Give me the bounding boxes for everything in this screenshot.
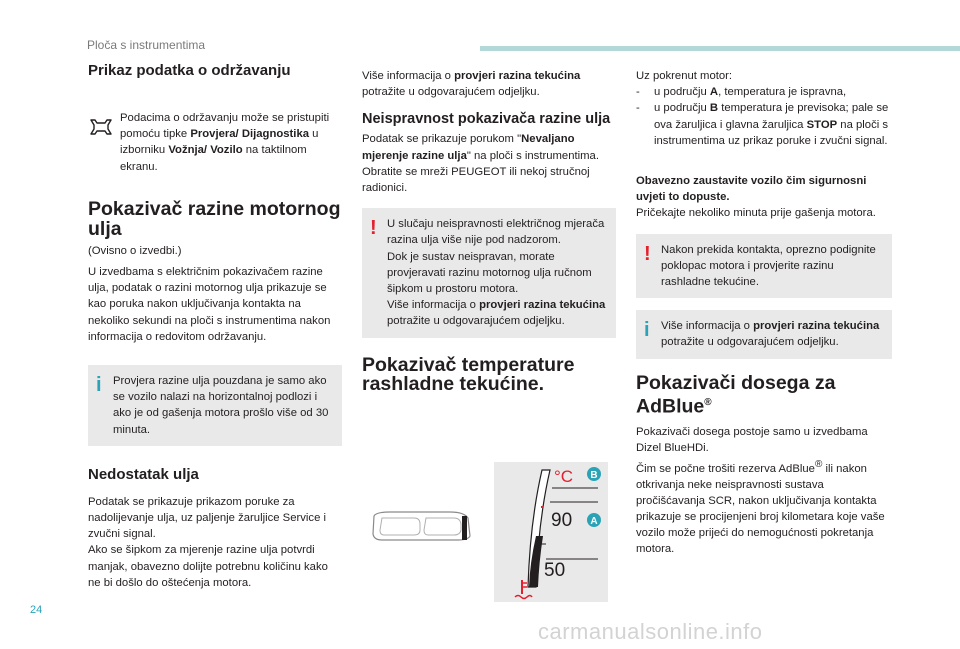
column-3	[636, 68, 892, 558]
oil-level-subtitle: (Ovisno o izvedbi.)	[88, 244, 182, 257]
warning-icon: !	[370, 217, 377, 240]
wrench-icon	[88, 116, 114, 143]
maintenance-heading: Prikaz podatka o održavanju	[88, 62, 291, 79]
oil-lack-text-1: Podatak se prikazuje prikazom poruke za nadolijevanje ulja, uz paljenje žaruljice Service i zvučni signal.	[88, 495, 326, 541]
list-item-b: - u području B temperatura je previsoka; pale se ova žaruljica i glavna žaruljica STOP na ploči s instrumentima uz prikaz poruke i zvučni signal.	[636, 102, 889, 147]
column-2	[362, 68, 616, 394]
gauge-mark-b: B	[590, 470, 598, 481]
info-icon: i	[644, 319, 650, 342]
warning-line-1: U slučaju neispravnosti električnog mjerača razina ulja više nije pod nadzorom.	[387, 218, 605, 247]
oil-info-box	[88, 365, 342, 446]
maintenance-info	[88, 110, 342, 175]
warning-icon: !	[644, 242, 651, 265]
coolant-temperature-gauge	[494, 462, 608, 602]
coolant-info-box	[636, 310, 892, 358]
oil-gauge-fault-text: Podatak se prikazuje porukom "Nevaljano mjerenje razine ulja" na ploči s instrumentima. Obratite se mreži PEUGEOT ili nekoj stručnoj radionici.	[362, 133, 599, 195]
watermark: carmanualsonline.info	[538, 619, 763, 644]
adblue-text-1: Pokazivači dosega postoje samo u izvedbama Dizel BlueHDi.	[636, 426, 868, 455]
adblue-text-2: Čim se počne trošiti rezerva AdBlue® ili nakon otkrivanja neke neispravnosti sustava pročišćavanja SCR, nakon uključivanja kontakta prikazuje se procijenjeni broj kilometara koje vaše vozilo može prijeći do nemogućnosti pokretanja motora.	[636, 458, 885, 556]
column-1	[88, 62, 342, 591]
oil-level-text: U izvedbama s električnim pokazivačem razine ulja, podatak o razini motornog ulja prikazuje se kao poruka nakon uključivanja kontakta na nekoliko sekundi na ploči s instrumentima nakon informacija o redovitom održavanju.	[88, 266, 331, 343]
gauge-mark-a: A	[590, 516, 598, 527]
gauge-value-90: 90	[551, 510, 573, 531]
adblue-heading: Pokazivači dosega za AdBlue®	[636, 371, 836, 418]
engine-running-text: Uz pokrenut motor:	[636, 70, 733, 82]
fluid-check-intro: Više informacija o provjeri razina tekućina potražite u odgovarajućem odjeljku.	[362, 70, 581, 99]
warning-line-3: Više informacija o provjeri razina tekućina potražite u odgovarajućem odjeljku.	[387, 299, 606, 328]
oil-lack-heading: Nedostatak ulja	[88, 465, 199, 483]
wait-text: Pričekajte nekoliko minuta prije gašenja motora.	[636, 207, 876, 220]
oil-info-text: Provjera razine ulja pouzdana je samo ako se vozilo nalazi na horizontalnoj podlozi i ako je od gašenja motora prošlo više od 30 minuta.	[113, 375, 329, 436]
coolant-temp-heading: Pokazivač temperature rashladne tekućine.	[362, 353, 575, 395]
gauge-unit-label: °C	[554, 467, 574, 486]
info-icon: i	[96, 374, 102, 397]
list-item-a: - u području A, temperatura je ispravna,	[636, 86, 847, 99]
coolant-warning-text: Nakon prekida kontakta, oprezno podignite poklopac motora i provjerite razinu rashladne tekućine.	[661, 243, 876, 289]
gauge-value-50: 50	[544, 560, 566, 581]
maintenance-text: Podacima o održavanju može se pristupiti pomoću tipke Provjera/ Dijagnostika u izborniku Vožnja/ Vozilo na taktilnom ekranu.	[120, 112, 330, 173]
coolant-warning-box	[636, 234, 892, 299]
oil-level-heading: Pokazivač razine motornog ulja	[88, 197, 341, 240]
page-number: 24	[30, 604, 43, 616]
oil-gauge-fault-heading: Neispravnost pokazivača razine ulja	[362, 111, 611, 128]
coolant-info-text: Više informacija o provjeri razina tekućina potražite u odgovarajućem odjeljku.	[661, 320, 880, 349]
stop-vehicle-text: Obavezno zaustavite vozilo čim sigurnosni uvjeti to dopuste.	[636, 175, 867, 204]
oil-lack-text-2: Ako se šipkom za mjerenje razine ulja potvrdi manjak, obavezno dolijte potrebnu količinu kako ne bi došlo do oštećenja motora.	[88, 544, 328, 589]
instrument-panel-illustration	[370, 508, 474, 549]
page-header-title: Ploča s instrumentima	[87, 38, 206, 52]
header-accent-bar	[480, 46, 960, 51]
oil-fault-warning-box	[362, 208, 616, 337]
warning-line-2: Dok je sustav neispravan, morate provjeravati razinu motornog ulja ručnom šipkom u prostoru motora.	[387, 250, 592, 296]
